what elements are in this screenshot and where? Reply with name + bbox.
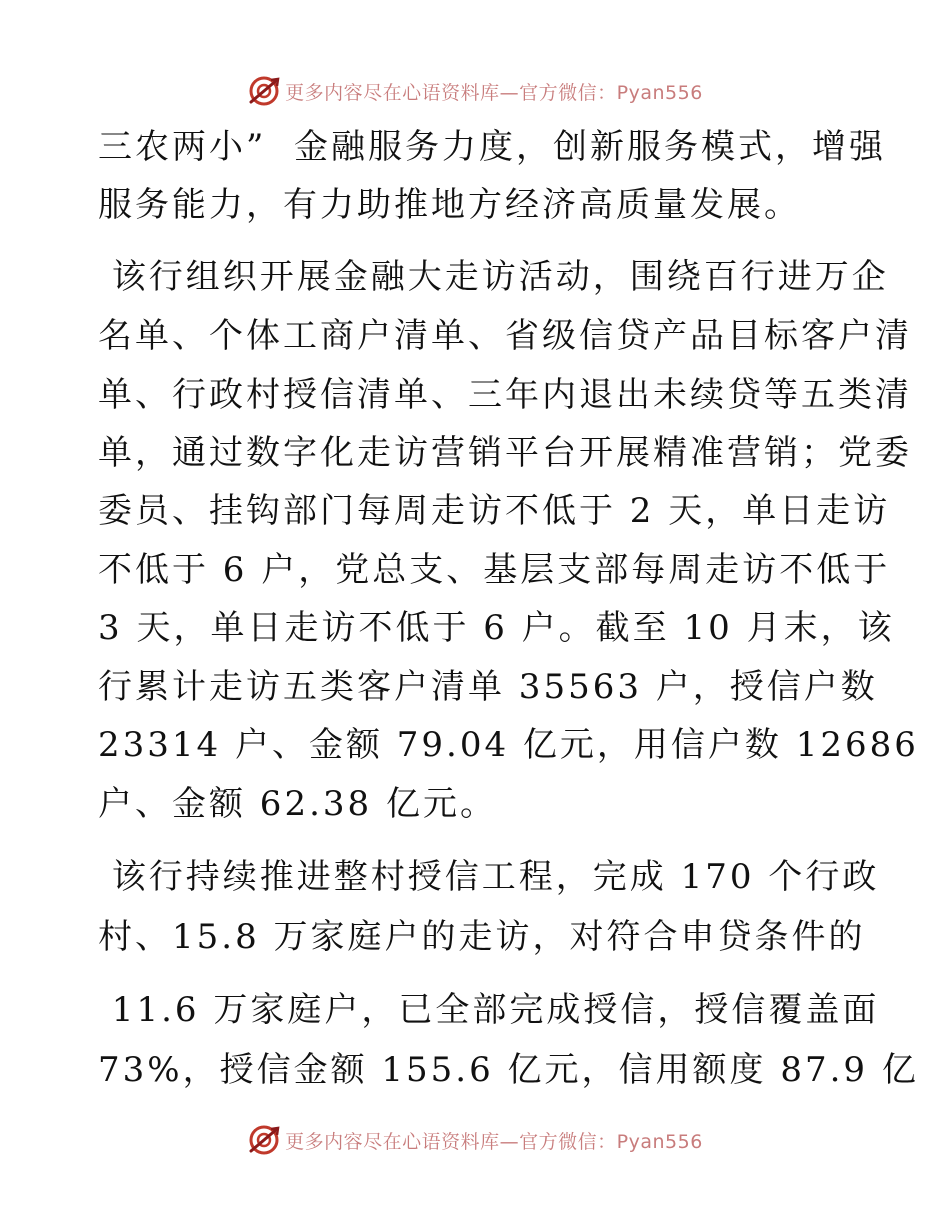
text-line: 户、金额 62.38 亿元。 (98, 784, 497, 824)
text-line: 名单、个体工商户清单、省级信贷产品目标客户清 (98, 316, 912, 356)
text-line: 村、15.8 万家庭户的走访，对符合申贷条件的 (98, 917, 866, 957)
text-line: 该行组织开展金融大走访活动，围绕百行进万企 (98, 257, 889, 297)
text-line: 三农两小” 金融服务力度，创新服务模式，增强 (98, 127, 886, 167)
text-line: 11.6 万家庭户，已全部完成授信，授信覆盖面 (98, 990, 880, 1030)
text-line: 3 天，单日走访不低于 6 户。截至 10 月末，该 (98, 608, 895, 648)
brand-logo-icon (247, 74, 281, 108)
text-line: 23314 户、金额 79.04 亿元，用信户数 12686 (98, 725, 919, 765)
text-line: 不低于 6 户，党总支、基层支部每周走访不低于 (98, 550, 891, 590)
header-watermark-text: 更多内容尽在心语资料库—官方微信：Pyan556 (285, 81, 703, 104)
text-line: 该行持续推进整村授信工程，完成 170 个行政 (98, 857, 880, 897)
text-line: 服务能力，有力助推地方经济高质量发展。 (98, 185, 801, 225)
brand-logo-icon (247, 1123, 281, 1157)
text-line: 委员、挂钩部门每周走访不低于 2 天，单日走访 (98, 491, 891, 531)
text-line: 73%，授信金额 155.6 亿元，信用额度 87.9 亿 (98, 1050, 919, 1090)
header-watermark-banner (0, 73, 950, 109)
footer-watermark-text: 更多内容尽在心语资料库—官方微信：Pyan556 (285, 1130, 703, 1153)
text-line: 单，通过数字化走访营销平台开展精准营销；党委 (98, 433, 912, 473)
text-line: 行累计走访五类客户清单 35563 户，授信户数 (98, 667, 878, 707)
footer-watermark-banner (0, 1122, 950, 1158)
text-line: 单、行政村授信清单、三年内退出未续贷等五类清 (98, 375, 912, 415)
